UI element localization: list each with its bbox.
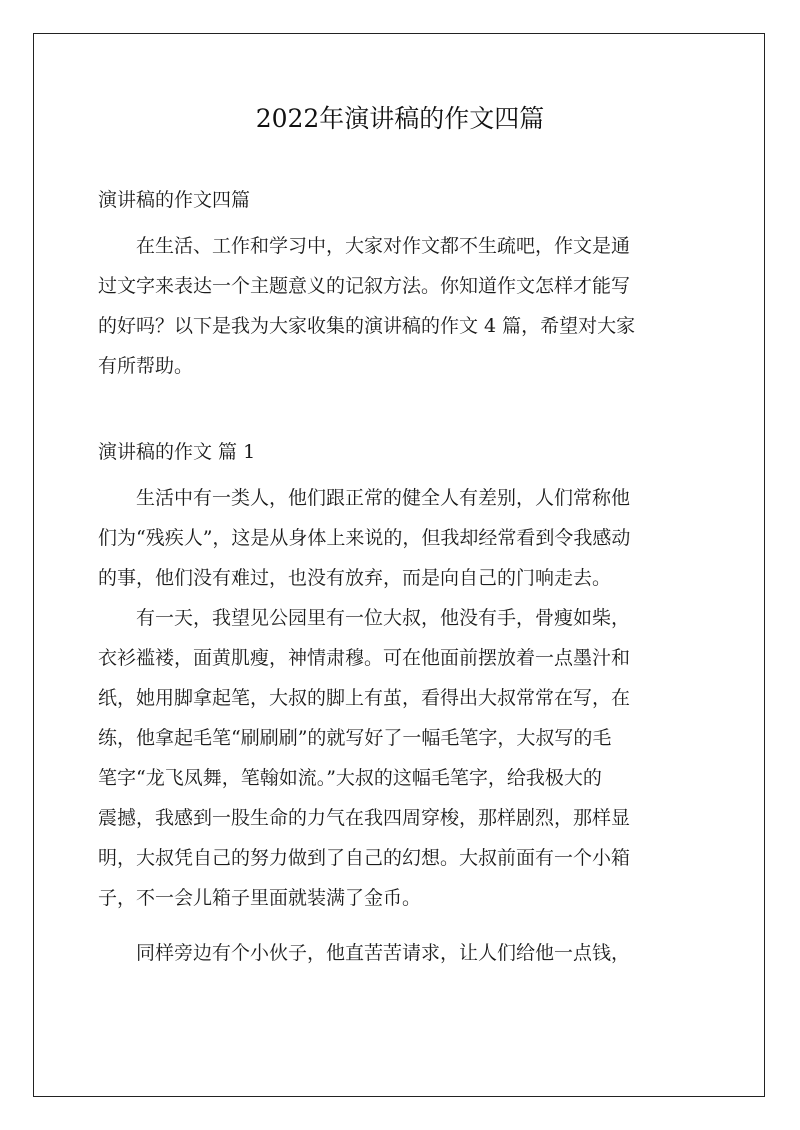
paragraph-line: 纸，她用脚拿起笔，大叔的脚上有茧，看得出大叔常常在写，在 [98,687,631,709]
paragraph-line: 生活中有一类人，他们跟正常的健全人有差别，人们常称他 [136,487,631,509]
paragraph-line: 震撼，我感到一股生命的力气在我四周穿梭，那样剧烈，那样显 [98,807,631,829]
document-title: 2022年演讲稿的作文四篇 [255,104,545,133]
paragraph-line: 有所帮助。 [98,355,194,377]
paragraph-line: 们为“残疾人”，这是从身体上来说的，但我却经常看到令我感动 [98,527,631,549]
section1-paragraph-2 [98,598,702,918]
paragraph-line: 过文字来表达一个主题意义的记叙方法。你知道作文怎样才能写 [98,275,631,297]
intro-heading: 演讲稿的作文四篇 [98,189,251,211]
paragraph-line: 练，他拿起毛笔“刷刷刷”的就写好了一幅毛笔字，大叔写的毛 [98,727,612,749]
paragraph-line: 的事，他们没有难过，也没有放弃，而是向自己的门响走去。 [98,567,612,589]
paragraph-line: 在生活、工作和学习中，大家对作文都不生疏吧，作文是通 [136,235,631,257]
paragraph-line: 有一天，我望见公园里有一位大叔，他没有手，骨瘦如柴， [136,607,631,629]
paragraph-line: 明，大叔凭自己的努力做到了自己的幻想。大叔前面有一个小箱 [98,847,631,869]
paragraph-line: 的好吗？以下是我为大家收集的演讲稿的作文 4 篇，希望对大家 [98,315,636,337]
section1-paragraph-1 [98,478,702,598]
section1-paragraph-3 [98,933,702,973]
paragraph-line: 同样旁边有个小伙子，他直苦苦请求，让人们给他一点钱， [136,942,631,964]
paragraph-line: 衣衫褴褛，面黄肌瘦，神情肃穆。可在他面前摆放着一点墨汁和 [98,647,631,669]
intro-paragraph [98,226,702,386]
section-heading: 演讲稿的作文 篇 1 [98,441,256,463]
paragraph-line: 笔字“龙飞凤舞，笔翰如流。”大叔的这幅毛笔字，给我极大的 [98,767,602,789]
paragraph-line: 子，不一会儿箱子里面就装满了金币。 [98,887,422,909]
